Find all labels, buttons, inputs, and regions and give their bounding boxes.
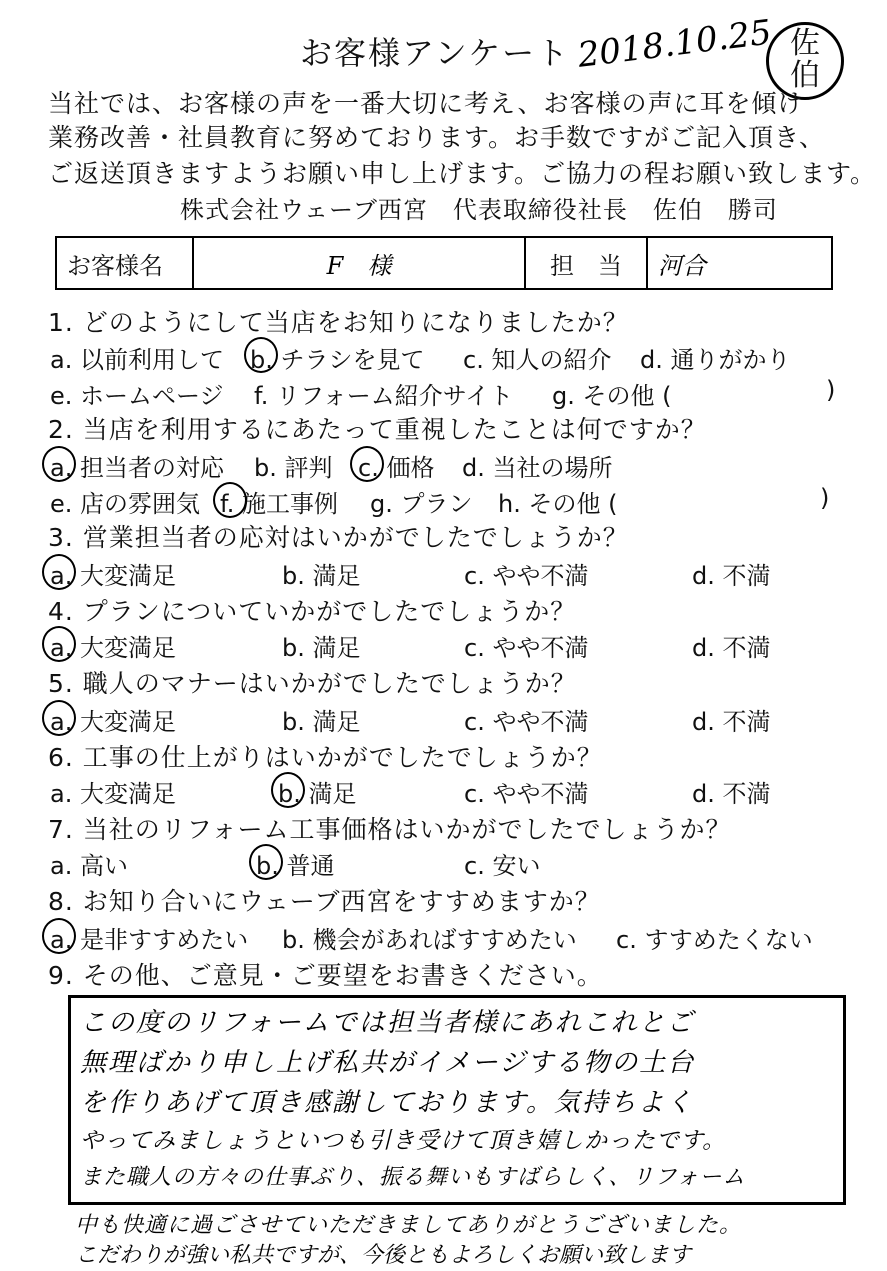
q8-option-a: a. 是非すすめたい xyxy=(50,926,249,954)
q1-option-e: e. ホームページ xyxy=(50,382,224,410)
q2-option-e: e. 店の雰囲気 xyxy=(50,490,201,518)
question-9: 9. その他、ご意見・ご要望をお書きください。 xyxy=(48,961,603,990)
q2-option-f: f. 施工事例 xyxy=(220,490,338,518)
intro-line-2: 業務改善・社員教育に努めております。お手数ですがご記入頂き、 xyxy=(48,123,826,152)
q3-option-c: c. やや不満 xyxy=(464,562,589,590)
comment-line-6: 中も快適に過ごさせていただきましてありがとうございました。 xyxy=(75,1213,743,1238)
q4-option-b: b. 満足 xyxy=(282,634,361,662)
q1-selection-circle xyxy=(244,337,278,373)
q1-option-g-close: ) xyxy=(826,376,836,404)
question-7: 7. 当社のリフォーム工事価格はいかがでしたでしょうか？ xyxy=(48,815,732,844)
q6-option-d: d. 不満 xyxy=(692,780,771,808)
customer-name-label: お客様名 xyxy=(56,237,193,289)
staff-label: 担 当 xyxy=(525,237,647,289)
q6-selection-circle xyxy=(271,772,305,808)
q2-selection-circle-f xyxy=(213,482,247,518)
q2-option-d: d. 当社の場所 xyxy=(462,454,613,482)
q2-selection-circle-a xyxy=(42,446,76,482)
q8-option-c: c. すすめたくない xyxy=(616,926,813,954)
q2-option-g: g. プラン xyxy=(370,490,473,518)
q2-selection-circle-c xyxy=(350,446,384,482)
q5-selection-circle xyxy=(42,700,76,736)
q1-option-f: f. リフォーム紹介サイト xyxy=(254,382,514,410)
customer-name-value: F 様 xyxy=(193,237,525,289)
q6-option-c: c. やや不満 xyxy=(464,780,589,808)
q5-option-d: d. 不満 xyxy=(692,708,771,736)
q6-option-a: a. 大変満足 xyxy=(50,780,176,808)
comment-line-2: 無理ばかり申し上げ私共がイメージする物の土台 xyxy=(80,1048,696,1078)
question-4: 4. プランについていかがでしたでしょうか？ xyxy=(48,597,577,626)
q8-option-b: b. 機会があればすすめたい xyxy=(282,926,577,954)
staff-value: 河合 xyxy=(647,237,832,289)
question-1: 1. どのようにして当店をお知りになりましたか？ xyxy=(48,308,629,337)
q2-option-a: a. 担当者の対応 xyxy=(50,454,224,482)
customer-table xyxy=(55,236,833,290)
seal-char-2: 伯 xyxy=(790,58,820,93)
q2-option-b: b. 評判 xyxy=(254,454,333,482)
q5-option-b: b. 満足 xyxy=(282,708,361,736)
question-3: 3. 営業担当者の応対はいかがでしたでしょうか？ xyxy=(48,523,629,552)
seal-char-1: 佐 xyxy=(790,26,820,61)
handwritten-date: 2018.10.25 xyxy=(575,12,774,76)
q7-option-a: a. 高い xyxy=(50,852,128,880)
question-2: 2. 当店を利用するにあたって重視したことは何ですか？ xyxy=(48,415,707,444)
q7-selection-circle xyxy=(249,844,283,880)
intro-line-1: 当社では、お客様の声を一番大切に考え、お客様の声に耳を傾け xyxy=(48,89,804,118)
q7-option-b: b. 普通 xyxy=(256,852,335,880)
survey-title: お客様アンケート xyxy=(300,34,571,72)
comment-line-5: また職人の方々の仕事ぶり、振る舞いもすばらしく、リフォーム xyxy=(80,1165,746,1190)
q3-option-a: a. 大変満足 xyxy=(50,562,176,590)
q4-option-d: d. 不満 xyxy=(692,634,771,662)
q2-option-c: c. 価格 xyxy=(358,454,435,482)
q1-option-a: a. 以前利用して xyxy=(50,346,224,374)
comment-line-1: この度のリフォームでは担当者様にあれこれとご xyxy=(80,1008,695,1038)
q1-option-d: d. 通りがかり xyxy=(640,346,791,374)
q3-selection-circle xyxy=(42,554,76,590)
q1-option-g: g. その他 ( xyxy=(552,382,672,410)
q3-option-b: b. 満足 xyxy=(282,562,361,590)
question-8: 8. お知り合いにウェーブ西宮をすすめますか？ xyxy=(48,887,601,916)
q2-option-h: h. その他 ( xyxy=(498,490,618,518)
comment-line-3: を作りあげて頂き感謝しております。気持ちよく xyxy=(80,1088,694,1118)
q4-option-a: a. 大変満足 xyxy=(50,634,176,662)
signature-line: 株式会社ウェーブ西宮 代表取締役社長 佐伯 勝司 xyxy=(180,196,778,224)
q5-option-a: a. 大変満足 xyxy=(50,708,176,736)
q4-selection-circle xyxy=(42,626,76,662)
q3-option-d: d. 不満 xyxy=(692,562,771,590)
q2-option-h-close: ) xyxy=(820,484,830,512)
q1-option-b: b. チラシを見て xyxy=(250,346,425,374)
question-5: 5. 職人のマナーはいかがでしたでしょうか？ xyxy=(48,669,577,698)
q8-selection-circle xyxy=(42,918,76,954)
q5-option-c: c. やや不満 xyxy=(464,708,589,736)
question-6: 6. 工事の仕上がりはいかがでしたでしょうか？ xyxy=(48,743,603,772)
intro-line-3: ご返送頂きますようお願い申し上げます。ご協力の程お願い致します。 xyxy=(48,159,877,188)
q1-option-c: c. 知人の紹介 xyxy=(463,346,612,374)
q6-option-b: b. 満足 xyxy=(278,780,357,808)
q7-option-c: c. 安い xyxy=(464,852,541,880)
comment-line-4: やってみましょうといつも引き受けて頂き嬉しかったです。 xyxy=(80,1128,727,1154)
q4-option-c: c. やや不満 xyxy=(464,634,589,662)
comment-line-7: こだわりが強い私共ですが、今後ともよろしくお願い致します xyxy=(75,1243,692,1268)
